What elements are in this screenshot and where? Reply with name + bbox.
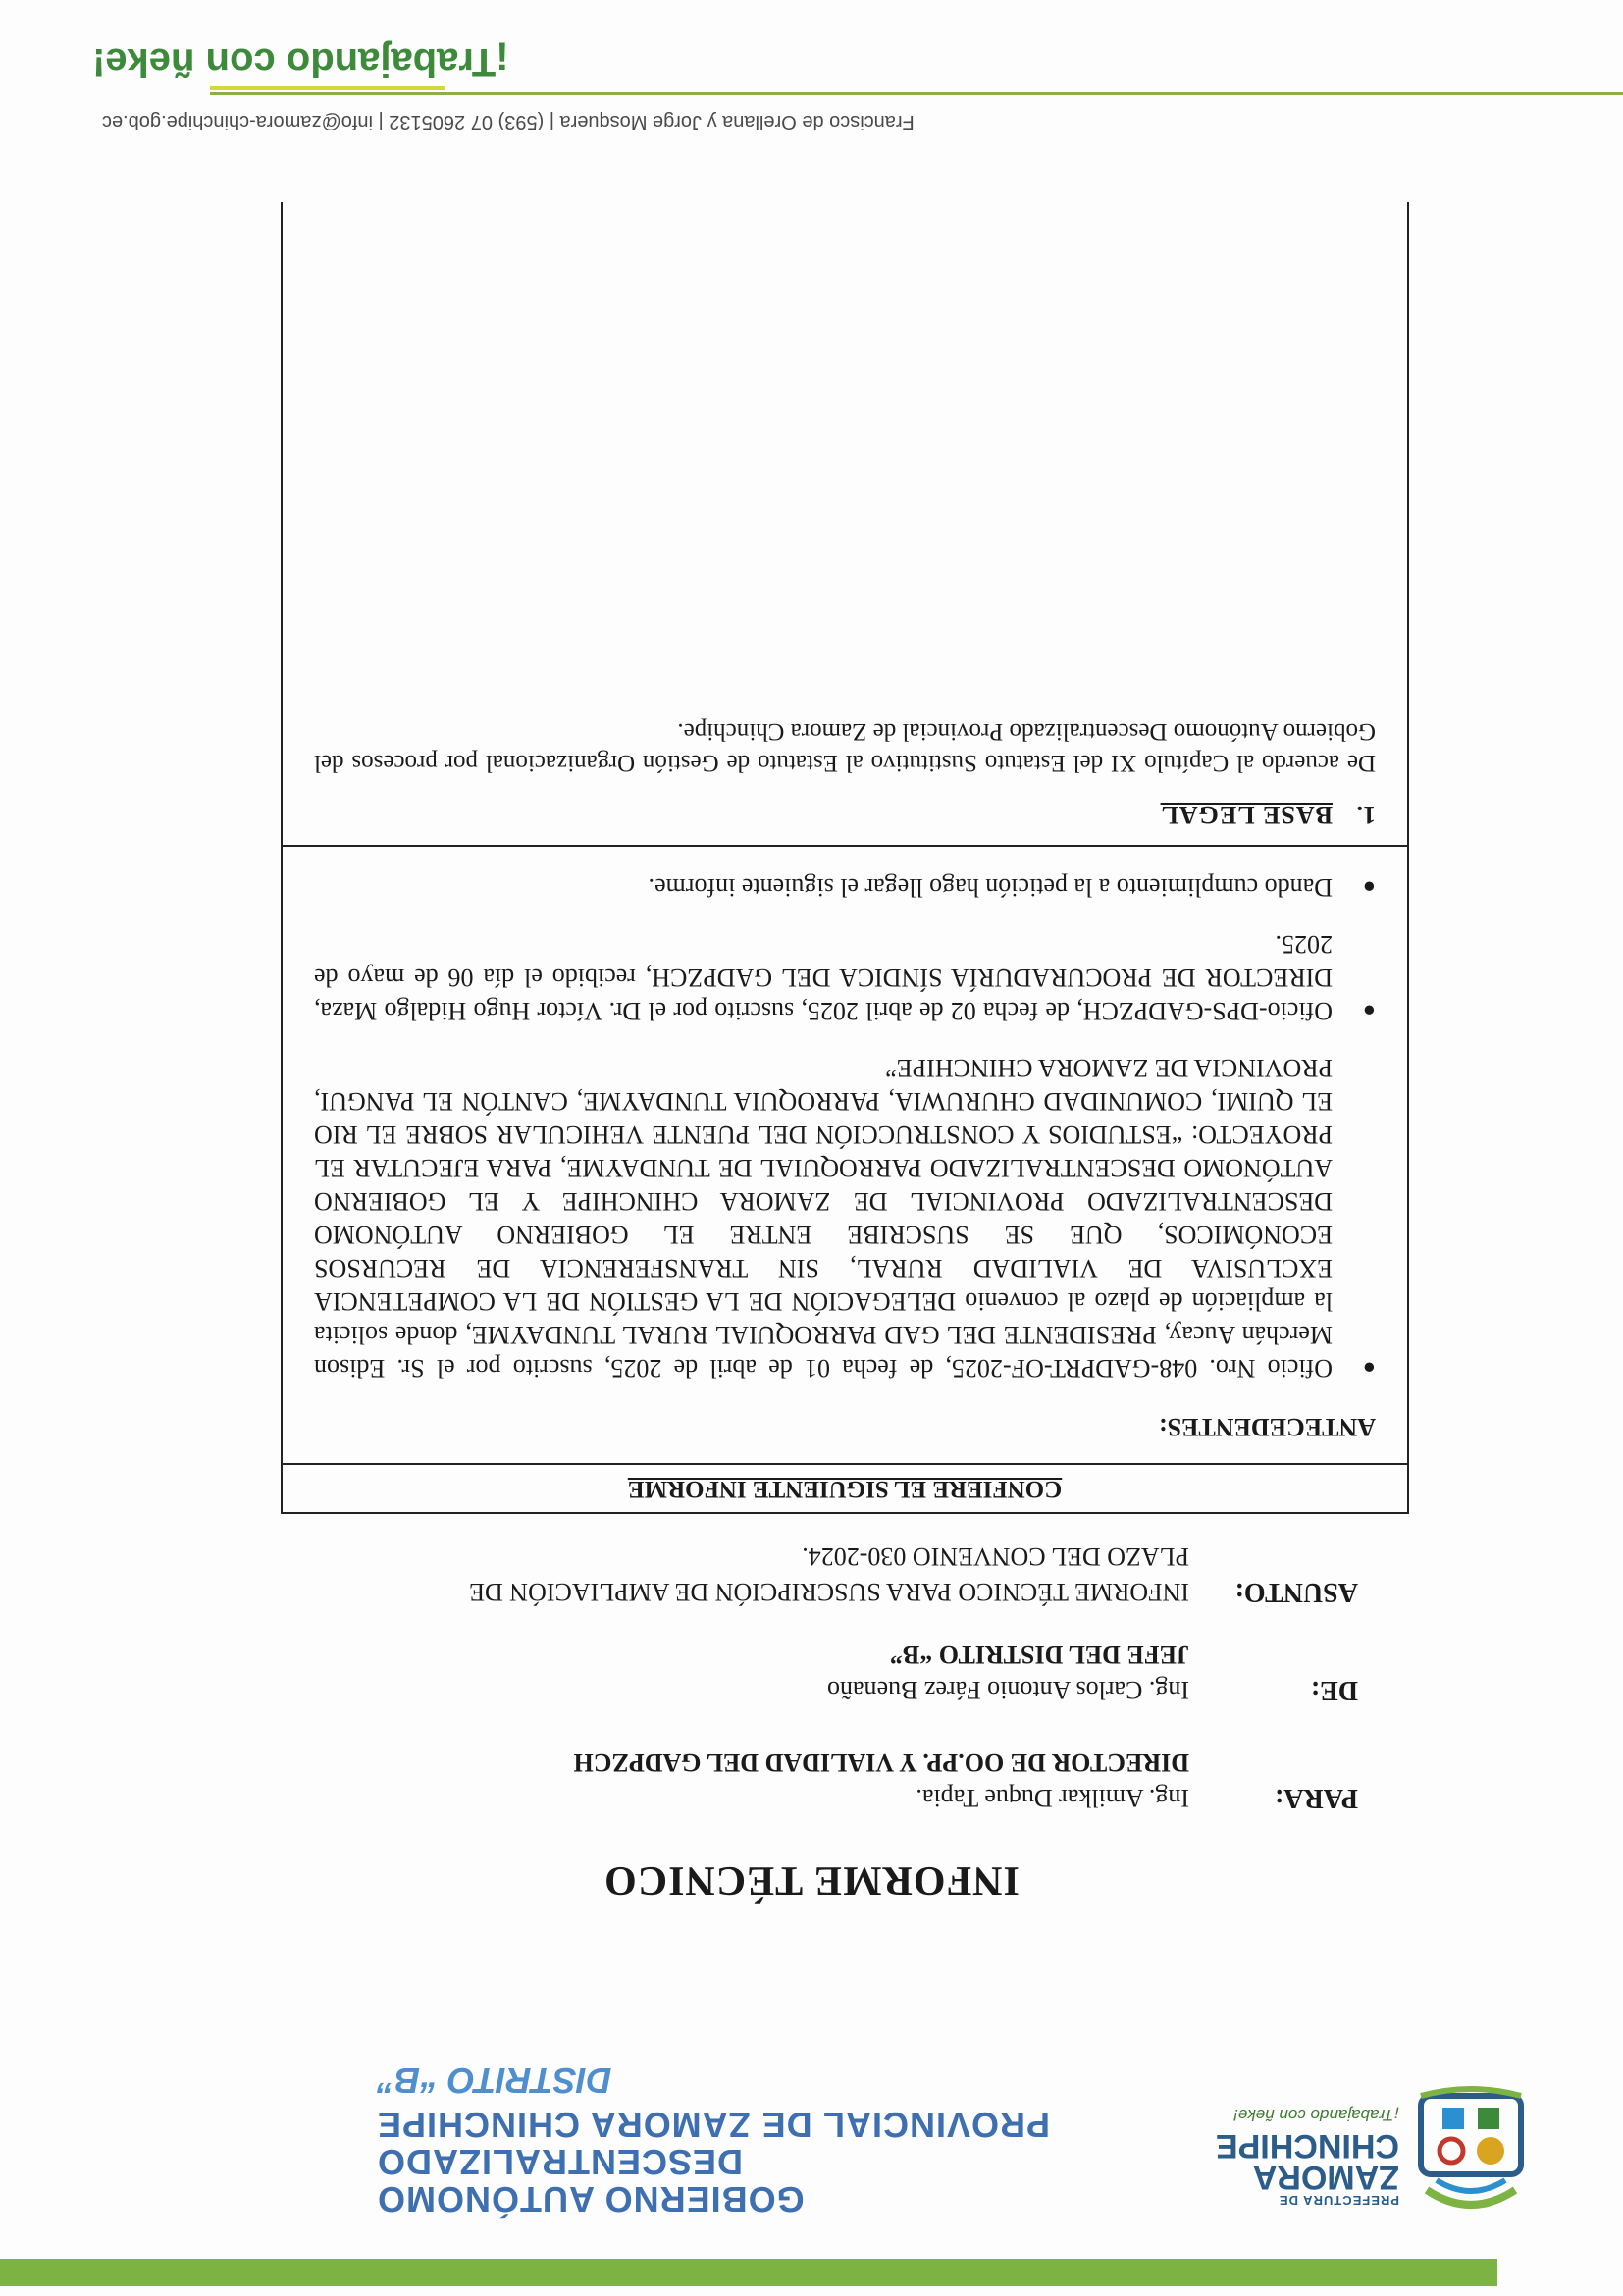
para-name: Ing. Amilkar Duque Tapia.: [916, 1784, 1189, 1812]
logo-name-chinchipe: CHINCHIPE: [1215, 2127, 1399, 2165]
logo-slogan: ¡Trabajando con ñeke!: [1233, 2106, 1399, 2124]
prefectura-logo: [1181, 2072, 1535, 2219]
de-field: [181, 1629, 1358, 1707]
asunto-field: [181, 1531, 1358, 1609]
antecedentes-list: [314, 870, 1376, 1384]
list-item: ● Oficio Nro. 048-GADPRT-OF-2025, de fecha 01 de abril de 2025, suscrito por el Sr. Edison Merchán Aucay, PRESIDENTE DEL GAD PARROQUIAL RURAL TUNDAYME, donde solicita la ampliación de plazo al convenio DELEGACIÓN DE LA GESTIÓN DE LA COMPETENCIA EXCLUSIVA DE VIALIDAD RURAL, SIN TRANSFERENCIA DE RECURSOS ECONÓMICOS, QUE SE SUSCRIBE ENTRE EL GOBIERNO AUTÓNOMO DESCENTRALIZADO PROVINCIAL DE ZAMORA CHINCHIPE Y EL GOBIERNO AUTÓNOMO DESCENTRALIZADO PARROQUIAL DE TUNDAYME, PARA EJECUTAR EL PROYECTO: “ESTUDIOS Y CONSTRUCCIÓN DEL PUENTE VEHICULAR SOBRE EL RIO EL QUIMI, COMUNIDAD CHURUWIA, PARROQUIA TUNDAYME, CANTÓN EL PANGUI, PROVINCIA DE ZAMORA CHINCHIPE”: [314, 1051, 1376, 1384]
logo-text: [1183, 2105, 1399, 2208]
box-title: CONFIERE EL SIGUIENTE INFORME: [283, 1463, 1407, 1512]
de-role: JEFE DEL DISTRITO “B”: [889, 1641, 1189, 1669]
base-legal-number: 1.: [1356, 801, 1376, 829]
base-legal-heading: [314, 798, 1376, 831]
list-item: ● Oficio-DPS-GADPZCH, de fecha 02 de abril 2025, suscrito por el Dr. Víctor Hugo Hidalgo Maza, DIRECTOR DE PROCURADURÍA SÍNDICA DEL GADPZCH, recibido el día 06 de mayo de 2025.: [314, 927, 1376, 1027]
informe-box: [281, 202, 1409, 1514]
de-label: DE:: [1310, 1675, 1358, 1705]
organization-heading: [377, 2059, 1142, 2218]
de-name: Ing. Carlos Antonio Fárez Buenaño: [827, 1676, 1189, 1704]
section-divider: [283, 845, 1407, 847]
prefectura-emblem-icon: [1407, 2082, 1535, 2219]
footer-slogan: ¡Trabajando con ñeke!: [92, 40, 509, 83]
para-role: DIRECTOR DE OO.PP. Y VIALIDAD DEL GADPZCH: [573, 1748, 1189, 1777]
logo-prefix: PREFECTURA DE: [1278, 2193, 1399, 2208]
org-line-2: PROVINCIAL DE ZAMORA CHINCHIPE: [377, 2105, 1051, 2145]
footer-contact: Francisco de Orellana y Jorge Mosquera | (593) 07 2605132 | info@zamora-chinchipe.gob.ec: [102, 111, 915, 132]
base-legal-title: BASE LEGAL: [1160, 801, 1333, 829]
org-line-1: GOBIERNO AUTÓNOMO DESCENTRALIZADO: [377, 2142, 805, 2219]
district-label: DISTRITO “B”: [377, 2061, 612, 2101]
para-label: PARA:: [1274, 1783, 1358, 1813]
antecedentes-heading: ANTECEDENTES:: [1158, 1413, 1376, 1441]
para-field: [181, 1737, 1358, 1815]
asunto-line-2: PLAZO DEL CONVENIO 030-2024.: [802, 1542, 1189, 1571]
header-bar: [0, 2259, 1497, 2286]
list-item: ● Dando cumplimiento a la petición hago llegar el siguiente informe.: [314, 870, 1376, 904]
footer-divider: [210, 92, 1623, 95]
footer-accent: [210, 86, 445, 90]
logo-name-zamora: ZAMORA: [1252, 2159, 1399, 2196]
base-legal-text: De acuerdo al Capítulo XI del Estatuto Sustitutivo al Estatuto de Gestión Organizacional por procesos del Gobierno Autónomo Descentralizado Provincial de Zamora Chinchipe.: [314, 718, 1376, 776]
asunto-label: ASUNTO:: [1234, 1577, 1358, 1607]
document-title: INFORME TÉCNICO: [603, 1857, 1020, 1903]
asunto-line-1: INFORME TÉCNICO PARA SUSCRIPCIÓN DE AMPLIACIÓN DE: [469, 1578, 1189, 1606]
